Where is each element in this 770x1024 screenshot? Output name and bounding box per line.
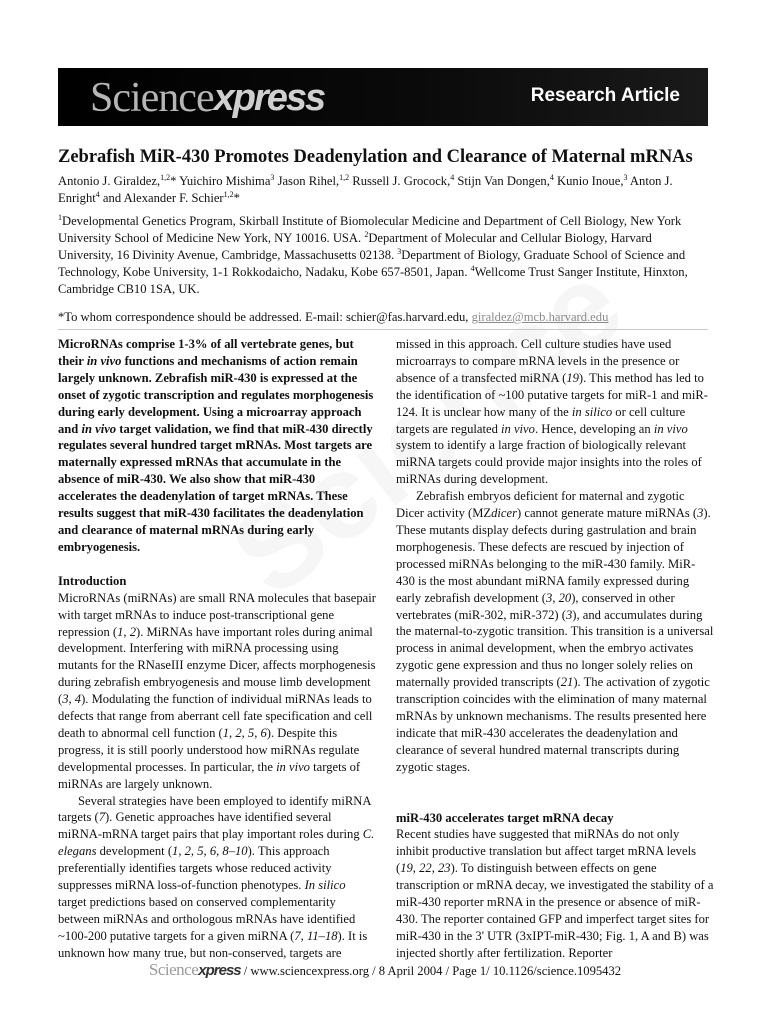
left-column <box>58 336 376 962</box>
paragraph: Several strategies have been employed to identify miRNA targets (7). Genetic approaches have identified several miRNA-mRNA target pairs that play important roles during C. elegans development (1, 2, 5, 6, 8–10). This approach preferentially identifies targets whose reduced activity suppresses miRNA loss-of-function phenotypes. In silico target predictions based on conserved complementarity between miRNAs and orthologous mRNAs have identified ~100-200 putative targets for a given miRNA (7, 11–18). It is unknown how many true, but non-conserved, targets are <box>58 793 375 960</box>
paragraph: Recent studies have suggested that miRNAs do not only inhibit productive translation but affect target mRNA levels (19, 22, 23). To distinguish between effects on gene transcription or mRNA decay, we investigated the stability of a miR-430 reporter mRNA in the presence or absence of miR-430. The reporter contained GFP and imperfect target sites for miR-430 in the 3' UTR (3xIPT-miR-430; Fig. 1, A and B) was injected shortly after fertilization. Reporter <box>396 827 714 960</box>
affiliations: $^1$Developmental Genetics Program, Skirball Institute of Biomolecular Medicine and Department of Cell Biology, New York University School of Medicine New York, NY 10016. USA. $^2$Department of Molecular and Cellular Biology, Harvard University, 16 Divinity Avenue, Cambridge, Massachusetts 02138. $^3$Department of Biology, Graduate School of Science and Technology, Kobe University, 1-1 Rokkodaicho, Nadaku, Kobe 657-8501, Japan. $^4$Wellcome Trust Sanger Institute, Hinxton, Cambridge CB10 1SA, UK. <box>58 212 688 296</box>
sciencexpress-logo <box>90 76 324 120</box>
correspondence-text: *To whom correspondence should be addressed. E-mail: schier@fas.harvard.edu, <box>58 310 472 324</box>
spacer <box>396 793 714 810</box>
paragraph: Zebrafish embryos deficient for maternal and zygotic Dicer activity (MZdicer) cannot generate mature miRNAs (3). These mutants display defects during gastrulation and brain morphogenesis. These defects are rescued by injection of processed miRNAs belonging to the miR-430 family. MiR-430 is the most abundant miRNA family expressed during early zebrafish development (3, 20), conserved in other vertebrates (miR-302, miR-372) (3), and accumulates during the maternal-to-zygotic transition. This transition is a universal process in animal development, when the embryo activates zygotic gene expression and thus no longer solely relies on maternally provided transcripts (21). The activation of zygotic transcription coincides with the elimination of many maternal mRNAs by unknown mechanisms. The results presented here indicate that miR-430 accelerates the deadenylation and clearance of several hundred maternal transcripts during zygotic stages. <box>396 489 714 774</box>
logo-science-text: Science <box>90 75 214 121</box>
page-footer <box>0 961 770 980</box>
author-list: Antonio J. Giraldez,$^{1,2}$* Yuichiro Mishima$^3$ Jason Rihel,$^{1,2}$ Russell J. Grocock,$^4$ Stijn Van Dongen,$^4$ Kunio Inoue,$^3$ Anton J. Enright$^4$ and Alexander F. Schier$^{1,2}$* <box>58 172 673 205</box>
section-heading-mir430: miR-430 accelerates target mRNA decay <box>396 810 614 825</box>
footer-logo-science: Science <box>148 960 199 979</box>
correspondence-line <box>58 309 708 326</box>
logo-express-text: xpress <box>213 77 325 119</box>
footer-logo-express: xpress <box>198 962 241 979</box>
email-link[interactable]: giraldez@mcb.harvard.edu <box>471 310 609 324</box>
footer-citation: / www.sciencexpress.org / 8 April 2004 / Page 1/ 10.1126/science.1095432 <box>240 964 622 978</box>
journal-banner <box>58 68 708 126</box>
article-type-label: Research Article <box>530 85 680 106</box>
paragraph: missed in this approach. Cell culture studies have used microarrays to compare mRNA levels in the presence or absence of a transfected miRNA (19). This method has led to the identification of ~100 putative targets for miR-1 and miR-124. It is unclear how many of the in silico or cell culture targets are regulated in vivo. Hence, developing an in vivo system to identify a large fraction of biologically relevant miRNA targets could provide major insights into the roles of miRNAs during development. <box>396 337 708 487</box>
spacer <box>58 556 376 573</box>
right-column <box>396 336 714 962</box>
article-title: Zebrafish MiR-430 Promotes Deadenylation and Clearance of Maternal mRNAs <box>58 147 693 167</box>
section-heading-introduction: Introduction <box>58 573 127 588</box>
paragraph: MicroRNAs (miRNAs) are small RNA molecules that basepair with target mRNAs to induce post-transcriptional gene repression (1, 2). MiRNAs have important roles during animal development. Interfering with miRNA processing using mutants for the RNaseIII enzyme Dicer, affects morphogenesis during zebrafish embryogenesis and mouse limb development (3, 4). Modulating the function of individual miRNAs leads to defects that range from aberrant cell fate specification and cell death to abnormal cell function (1, 2, 5, 6). Despite this progress, it is still poorly understood how miRNAs regulate developmental processes. In particular, the in vivo targets of miRNAs are largely unknown. <box>58 590 376 791</box>
divider <box>58 329 708 330</box>
spacer <box>396 776 714 793</box>
abstract: MicroRNAs comprise 1-3% of all vertebrate genes, but their in vivo functions and mechanisms of action remain largely unknown. Zebrafish miR-430 is expressed at the onset of zygotic transcription and regulates morphogenesis during early development. Using a microarray approach and in vivo target validation, we find that miR-430 directly regulates several hundred target mRNAs. Most targets are maternally expressed mRNAs that accumulate in the absence of miR-430. We also show that miR-430 accelerates the deadenylation of target mRNAs. These results suggest that miR-430 facilitates the deadenylation and clearance of maternal mRNAs during early embryogenesis. <box>58 337 374 554</box>
